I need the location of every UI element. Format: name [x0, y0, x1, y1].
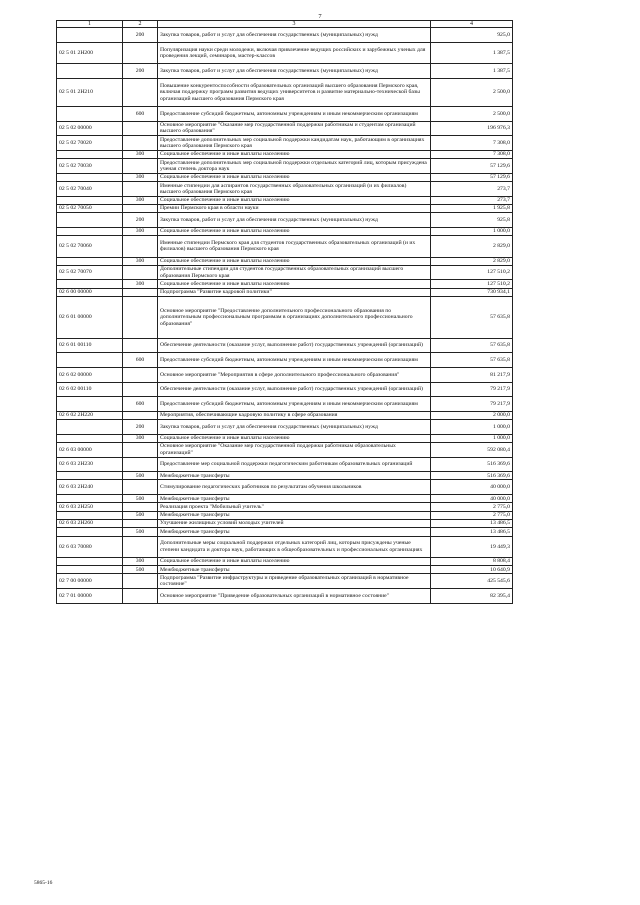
- table-row: [57, 566, 513, 574]
- row-description: Социальное обеспечение и иные выплаты населению: [158, 227, 431, 235]
- table-row: [57, 557, 513, 565]
- row-code: [57, 107, 123, 122]
- row-amount: 2 775,0: [431, 503, 513, 511]
- row-amount: 2 775,0: [431, 511, 513, 519]
- row-amount: 2 500,0: [431, 78, 513, 106]
- row-description: Именные стипендии Пермского края для студентов государственных образовательных организаций (и их филиалов) высшего образования Пермского края: [158, 236, 431, 257]
- row-code: [57, 472, 123, 480]
- row-description: Межбюджетные трансферты: [158, 566, 431, 574]
- table-row: [57, 434, 513, 442]
- row-amount: 13 486,5: [431, 519, 513, 527]
- table-row: [57, 495, 513, 503]
- table-row: [57, 528, 513, 536]
- page-number: 7: [318, 13, 322, 20]
- row-code: [57, 511, 123, 519]
- row-description: Основное мероприятие "Мероприятия в сфере дополнительного профессионального образования": [158, 367, 431, 382]
- table-row: [57, 196, 513, 204]
- row-code: 02 5 02 70050: [57, 204, 123, 212]
- row-amount: 40 000,0: [431, 495, 513, 503]
- table-row: [57, 257, 513, 265]
- row-type-code: 500: [123, 566, 158, 574]
- row-description: Именные стипендии для аспирантов государственных образовательных организаций (и их филиалов) высшего образования Пермского края: [158, 182, 431, 197]
- row-description: Обеспечение деятельности (оказание услуг, выполнение работ) государственных учреждений (организаций): [158, 338, 431, 353]
- table-row: [57, 64, 513, 79]
- row-amount: 196 976,3: [431, 121, 513, 136]
- row-type-code: 200: [123, 64, 158, 79]
- row-amount: 127 510,2: [431, 265, 513, 280]
- row-description: Обеспечение деятельности (оказание услуг, выполнение работ) государственных учреждений (организаций): [158, 382, 431, 397]
- row-amount: 516 369,6: [431, 472, 513, 480]
- row-code: 02 6 03 2Н240: [57, 480, 123, 495]
- row-amount: 8 808,4: [431, 557, 513, 565]
- table-row: [57, 382, 513, 397]
- table-row: [57, 265, 513, 280]
- row-type-code: 500: [123, 511, 158, 519]
- table-row: [57, 511, 513, 519]
- row-amount: 425 545,6: [431, 574, 513, 589]
- row-amount: 273,7: [431, 182, 513, 197]
- row-amount: 13 486,5: [431, 528, 513, 536]
- table-row: [57, 159, 513, 174]
- row-type-code: 200: [123, 420, 158, 435]
- table-row: [57, 420, 513, 435]
- row-description: Социальное обеспечение и иные выплаты населению: [158, 257, 431, 265]
- row-code: [57, 280, 123, 288]
- table-row: [57, 107, 513, 122]
- row-type-code: [123, 182, 158, 197]
- table-row: [57, 236, 513, 257]
- row-type-code: 300: [123, 280, 158, 288]
- row-type-code: [123, 503, 158, 511]
- row-description: Закупка товаров, работ и услуг для обеспечения государственных (муниципальных) нужд: [158, 28, 431, 43]
- row-code: [57, 397, 123, 412]
- row-description: Социальное обеспечение и иные выплаты населению: [158, 434, 431, 442]
- table-row: [57, 442, 513, 457]
- row-type-code: [123, 589, 158, 604]
- row-description: Социальное обеспечение и иные выплаты населению: [158, 557, 431, 565]
- row-code: [57, 173, 123, 181]
- row-amount: 10 640,9: [431, 566, 513, 574]
- table-row: [57, 472, 513, 480]
- row-description: Социальное обеспечение и иные выплаты населению: [158, 196, 431, 204]
- row-amount: 2 500,0: [431, 107, 513, 122]
- table-row: [57, 296, 513, 338]
- row-code: 02 5 01 2Н210: [57, 78, 123, 106]
- row-amount: 925,8: [431, 213, 513, 228]
- row-amount: 2 000,0: [431, 411, 513, 419]
- row-type-code: [123, 121, 158, 136]
- table-row: [57, 397, 513, 412]
- column-header: 2: [123, 21, 158, 28]
- table-row: [57, 411, 513, 419]
- row-code: 02 6 03 2Н230: [57, 457, 123, 472]
- row-code: [57, 528, 123, 536]
- table-row: [57, 519, 513, 527]
- row-code: [57, 420, 123, 435]
- row-amount: 592 080,4: [431, 442, 513, 457]
- row-code: 02 5 02 70030: [57, 159, 123, 174]
- row-amount: 1 925,8: [431, 204, 513, 212]
- row-description: Предоставление субсидий бюджетным, автономным учреждениям и иным некоммерческим организациям: [158, 107, 431, 122]
- row-type-code: 300: [123, 173, 158, 181]
- row-code: [57, 150, 123, 158]
- row-code: 02 5 01 2Н200: [57, 42, 123, 63]
- row-description: Закупка товаров, работ и услуг для обеспечения государственных (муниципальных) нужд: [158, 420, 431, 435]
- row-code: 02 5 02 70070: [57, 265, 123, 280]
- row-amount: 40 000,0: [431, 480, 513, 495]
- row-type-code: [123, 480, 158, 495]
- row-code: [57, 28, 123, 43]
- row-description: Дополнительные меры социальной поддержки отдельных категорий лиц, которым присуждены ученые степени кандидата и доктора наук, работающих в общеобразовательных и профессиональных организациях: [158, 536, 431, 557]
- row-description: Социальное обеспечение и иные выплаты населению: [158, 280, 431, 288]
- row-amount: 1 387,5: [431, 42, 513, 63]
- table-row: [57, 227, 513, 235]
- row-type-code: [123, 78, 158, 106]
- table-row: [57, 480, 513, 495]
- table-row: [57, 173, 513, 181]
- row-code: [57, 434, 123, 442]
- row-description: Межбюджетные трансферты: [158, 528, 431, 536]
- row-amount: 57 129,6: [431, 159, 513, 174]
- row-code: 02 6 03 00000: [57, 442, 123, 457]
- row-description: Популяризация науки среди молодежи, включая привлечение ведущих российских и зарубежных ученых для проведения лекций, семинаров, мастер-классов: [158, 42, 431, 63]
- row-amount: 19 449,3: [431, 536, 513, 557]
- row-type-code: [123, 204, 158, 212]
- row-type-code: 300: [123, 257, 158, 265]
- row-code: 02 5 02 70020: [57, 136, 123, 151]
- row-type-code: 200: [123, 28, 158, 43]
- row-description: Предоставление субсидий бюджетным, автономным учреждениям и иным некоммерческим организациям: [158, 397, 431, 412]
- row-amount: 1 000,0: [431, 434, 513, 442]
- row-amount: 2 829,0: [431, 236, 513, 257]
- row-type-code: [123, 382, 158, 397]
- row-description: Предоставление дополнительных мер социальной поддержки отдельных категорий лиц, которым присуждена ученая степень доктора наук: [158, 159, 431, 174]
- table-row: [57, 150, 513, 158]
- row-amount: 81 217,9: [431, 367, 513, 382]
- table-row: [57, 457, 513, 472]
- row-amount: 7 308,0: [431, 150, 513, 158]
- row-description: Социальное обеспечение и иные выплаты населению: [158, 150, 431, 158]
- row-type-code: 200: [123, 213, 158, 228]
- row-description: Подпрограмма "Развитие инфраструктуры и приведение образовательных организаций в нормативное состояние": [158, 574, 431, 589]
- row-code: 02 7 00 00000: [57, 574, 123, 589]
- row-type-code: [123, 574, 158, 589]
- row-type-code: [123, 338, 158, 353]
- row-description: Социальное обеспечение и иные выплаты населению: [158, 173, 431, 181]
- row-amount: 925,0: [431, 28, 513, 43]
- row-type-code: 600: [123, 107, 158, 122]
- row-type-code: [123, 236, 158, 257]
- row-description: Основное мероприятие "Оказание мер государственной поддержки работникам образовательных организаций": [158, 442, 431, 457]
- row-code: 02 7 01 00000: [57, 589, 123, 604]
- table-row: [57, 182, 513, 197]
- row-code: 02 5 02 70060: [57, 236, 123, 257]
- row-type-code: [123, 288, 158, 296]
- row-amount: 79 217,9: [431, 397, 513, 412]
- row-description: Подпрограмма "Развитие кадровой политики": [158, 288, 431, 296]
- row-code: 02 6 00 00000: [57, 288, 123, 296]
- row-description: Предоставление субсидий бюджетным, автономным учреждениям и иным некоммерческим организациям: [158, 353, 431, 368]
- row-type-code: 500: [123, 472, 158, 480]
- row-description: Основное мероприятие "Приведение образовательных организаций в нормативное состояние": [158, 589, 431, 604]
- row-type-code: [123, 42, 158, 63]
- row-amount: 57 635,8: [431, 353, 513, 368]
- row-type-code: 600: [123, 353, 158, 368]
- row-description: Закупка товаров, работ и услуг для обеспечения государственных (муниципальных) нужд: [158, 213, 431, 228]
- row-description: Основное мероприятие "Предоставление дополнительного профессионального образования по дополнительным профессиональным программам в организациях дополнительного профессионального образования": [158, 296, 431, 338]
- row-amount: 57 635,8: [431, 296, 513, 338]
- table-row: [57, 78, 513, 106]
- row-description: Межбюджетные трансферты: [158, 495, 431, 503]
- row-description: Межбюджетные трансферты: [158, 511, 431, 519]
- row-type-code: [123, 159, 158, 174]
- table-row: [57, 574, 513, 589]
- table-row: [57, 353, 513, 368]
- table-row: [57, 121, 513, 136]
- table-row: [57, 536, 513, 557]
- row-code: 02 6 03 70080: [57, 536, 123, 557]
- table-row: [57, 136, 513, 151]
- row-type-code: 600: [123, 397, 158, 412]
- row-code: 02 6 02 2Н220: [57, 411, 123, 419]
- row-code: [57, 213, 123, 228]
- row-type-code: 500: [123, 528, 158, 536]
- row-type-code: [123, 519, 158, 527]
- row-type-code: [123, 367, 158, 382]
- row-description: Реализация проекта "Мобильный учитель": [158, 503, 431, 511]
- row-description: Улучшение жилищных условий молодых учителей: [158, 519, 431, 527]
- row-type-code: [123, 442, 158, 457]
- row-description: Предоставление дополнительных мер социальной поддержки кандидатам наук, работающим в организациях высшего образования Пермского края: [158, 136, 431, 151]
- row-amount: 7 308,0: [431, 136, 513, 151]
- row-description: Межбюджетные трансферты: [158, 472, 431, 480]
- column-header: 4: [431, 21, 513, 28]
- row-type-code: 300: [123, 557, 158, 565]
- row-code: [57, 495, 123, 503]
- row-amount: 273,7: [431, 196, 513, 204]
- row-type-code: 300: [123, 434, 158, 442]
- row-amount: 2 829,0: [431, 257, 513, 265]
- footer-code: 5865-16: [34, 880, 53, 886]
- row-description: Мероприятия, обеспечивающие кадровую политику в сфере образования: [158, 411, 431, 419]
- row-code: 02 6 01 00110: [57, 338, 123, 353]
- table-row: [57, 589, 513, 604]
- table-row: [57, 42, 513, 63]
- row-description: Предоставление мер социальной поддержки педагогическим работникам образовательных организаций: [158, 457, 431, 472]
- row-code: [57, 353, 123, 368]
- row-description: Стимулирование педагогических работников по результатам обучения школьников: [158, 480, 431, 495]
- row-type-code: 300: [123, 196, 158, 204]
- column-header: 1: [57, 21, 123, 28]
- row-description: Премии Пермского края в области науки: [158, 204, 431, 212]
- table-row: [57, 367, 513, 382]
- column-header: 3: [158, 21, 431, 28]
- row-code: 02 6 02 00000: [57, 367, 123, 382]
- row-type-code: 300: [123, 227, 158, 235]
- row-amount: 516 369,6: [431, 457, 513, 472]
- row-code: [57, 227, 123, 235]
- row-type-code: [123, 411, 158, 419]
- row-code: 02 6 01 00000: [57, 296, 123, 338]
- row-description: Дополнительные стипендии для студентов государственных образовательных организаций высшего образования Пермского края: [158, 265, 431, 280]
- table-row: [57, 28, 513, 43]
- row-type-code: [123, 136, 158, 151]
- row-amount: 127 510,2: [431, 280, 513, 288]
- row-code: 02 5 02 00000: [57, 121, 123, 136]
- row-code: [57, 557, 123, 565]
- row-amount: 57 129,6: [431, 173, 513, 181]
- row-amount: 79 217,9: [431, 382, 513, 397]
- row-type-code: [123, 457, 158, 472]
- row-description: Закупка товаров, работ и услуг для обеспечения государственных (муниципальных) нужд: [158, 64, 431, 79]
- row-code: 02 6 02 00110: [57, 382, 123, 397]
- table-row: [57, 204, 513, 212]
- row-amount: 1 387,5: [431, 64, 513, 79]
- table-row: [57, 503, 513, 511]
- row-amount: 1 000,0: [431, 227, 513, 235]
- row-code: [57, 64, 123, 79]
- table-row: [57, 280, 513, 288]
- row-amount: 82 395,4: [431, 589, 513, 604]
- row-type-code: 500: [123, 495, 158, 503]
- row-code: 02 5 02 70040: [57, 182, 123, 197]
- table-header-row: [57, 21, 513, 28]
- table-row: [57, 338, 513, 353]
- row-type-code: [123, 536, 158, 557]
- table-row: [57, 213, 513, 228]
- row-type-code: 300: [123, 150, 158, 158]
- row-description: Повышение конкурентоспособности образовательных организаций высшего образования Пермского края, включая поддержку программ развития ведущих университетов и развитие материально-технической базы организаций высшего образования Пермского края: [158, 78, 431, 106]
- row-type-code: [123, 296, 158, 338]
- row-type-code: [123, 265, 158, 280]
- row-amount: 57 635,8: [431, 338, 513, 353]
- budget-table: [56, 20, 513, 604]
- row-code: [57, 196, 123, 204]
- row-code: 02 6 03 2Н250: [57, 503, 123, 511]
- row-amount: 730 934,1: [431, 288, 513, 296]
- table-row: [57, 288, 513, 296]
- row-description: Основное мероприятие "Оказание мер государственной поддержки работникам и студентам организаций высшего образования": [158, 121, 431, 136]
- row-amount: 1 000,0: [431, 420, 513, 435]
- row-code: 02 6 03 2Н260: [57, 519, 123, 527]
- row-code: [57, 566, 123, 574]
- row-code: [57, 257, 123, 265]
